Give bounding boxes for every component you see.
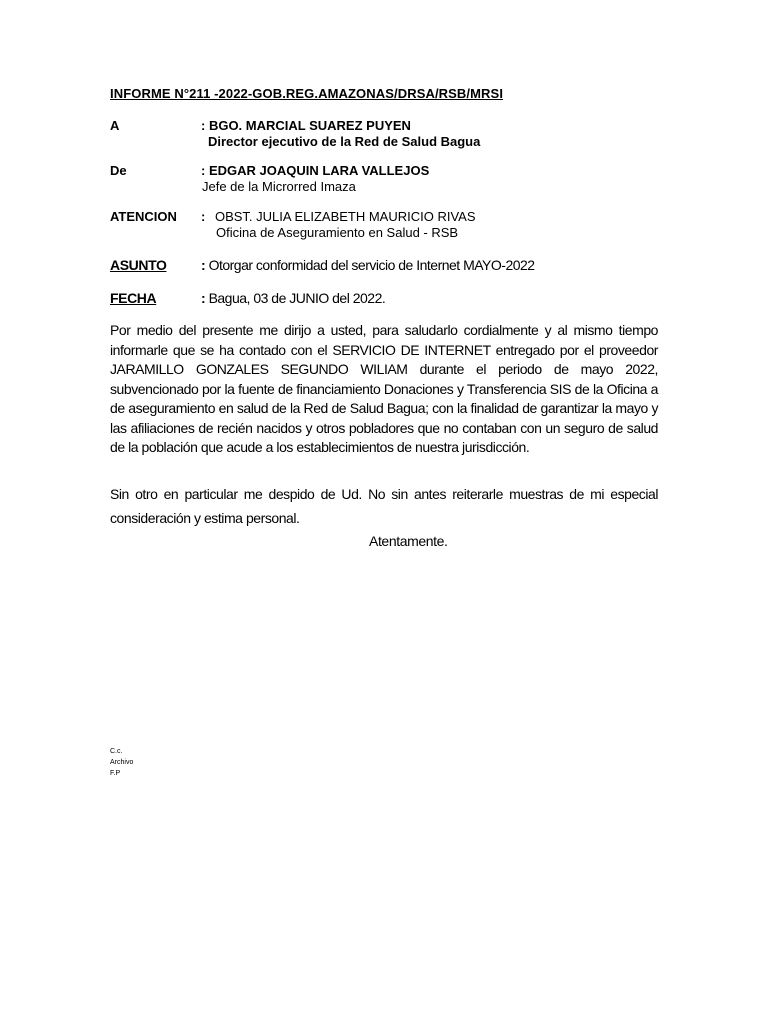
subject-label: ASUNTO — [110, 257, 167, 273]
attention-position: Oficina de Aseguramiento en Salud - RSB — [216, 225, 459, 240]
from-name: : EDGAR JOAQUIN LARA VALLEJOS — [201, 163, 430, 178]
to-block — [201, 118, 480, 150]
to-label: A — [110, 118, 120, 133]
from-block — [201, 163, 429, 195]
cc-line-3: F.P — [110, 770, 121, 777]
cc-block — [110, 746, 133, 779]
closing-text: Atentamente. — [369, 533, 448, 549]
subject-block — [201, 257, 535, 273]
date-value: Bagua, 03 de JUNIO del 2022. — [208, 290, 386, 306]
subject-value: Otorgar conformidad del servicio de Internet MAYO-2022 — [208, 257, 535, 273]
date-colon: : — [201, 290, 206, 306]
date-block — [201, 290, 385, 306]
to-position: Director ejecutivo de la Red de Salud Bagua — [208, 134, 481, 149]
date-label: FECHA — [110, 290, 157, 306]
body-paragraph-2: Sin otro en particular me despido de Ud. No sin antes reiterarle muestras de mi especial consideración y estima personal. — [110, 486, 658, 526]
cc-line-2: Archivo — [110, 759, 134, 766]
subject-colon: : — [201, 257, 206, 273]
cc-line-1: C.c. — [110, 748, 123, 755]
attention-label: ATENCION — [110, 209, 177, 224]
from-label: De — [110, 163, 127, 178]
from-position: Jefe de la Microrred Imaza — [202, 179, 356, 194]
attention-colon: : — [201, 209, 206, 224]
to-name: : BGO. MARCIAL SUAREZ PUYEN — [201, 118, 411, 133]
attention-block — [201, 209, 476, 241]
attention-name: OBST. JULIA ELIZABETH MAURICIO RIVAS — [214, 209, 476, 224]
body-paragraph-1: Por medio del presente me dirijo a usted, para saludarlo cordialmente y al mismo tiempo informarle que se ha contado con el SERVICIO DE INTERNET entregado por el proveedor JARAMILLO GONZALES SEGUNDO WILIAM durante el periodo de mayo 2022, subvencionado por la fuente de financiamiento Donaciones y Transferencia SIS de la Oficina a de aseguramiento en salud de la Red de Salud Bagua; con la finalidad de garantizar la mayo y las afiliaciones de recién nacidos y otros pobladores que no contaban con un seguro de salud de la población que acude a los establecimientos de nuestra jurisdicción. — [110, 322, 658, 455]
report-title: INFORME N°211 -2022-GOB.REG.AMAZONAS/DRSA/RSB/MRSI — [110, 86, 504, 101]
